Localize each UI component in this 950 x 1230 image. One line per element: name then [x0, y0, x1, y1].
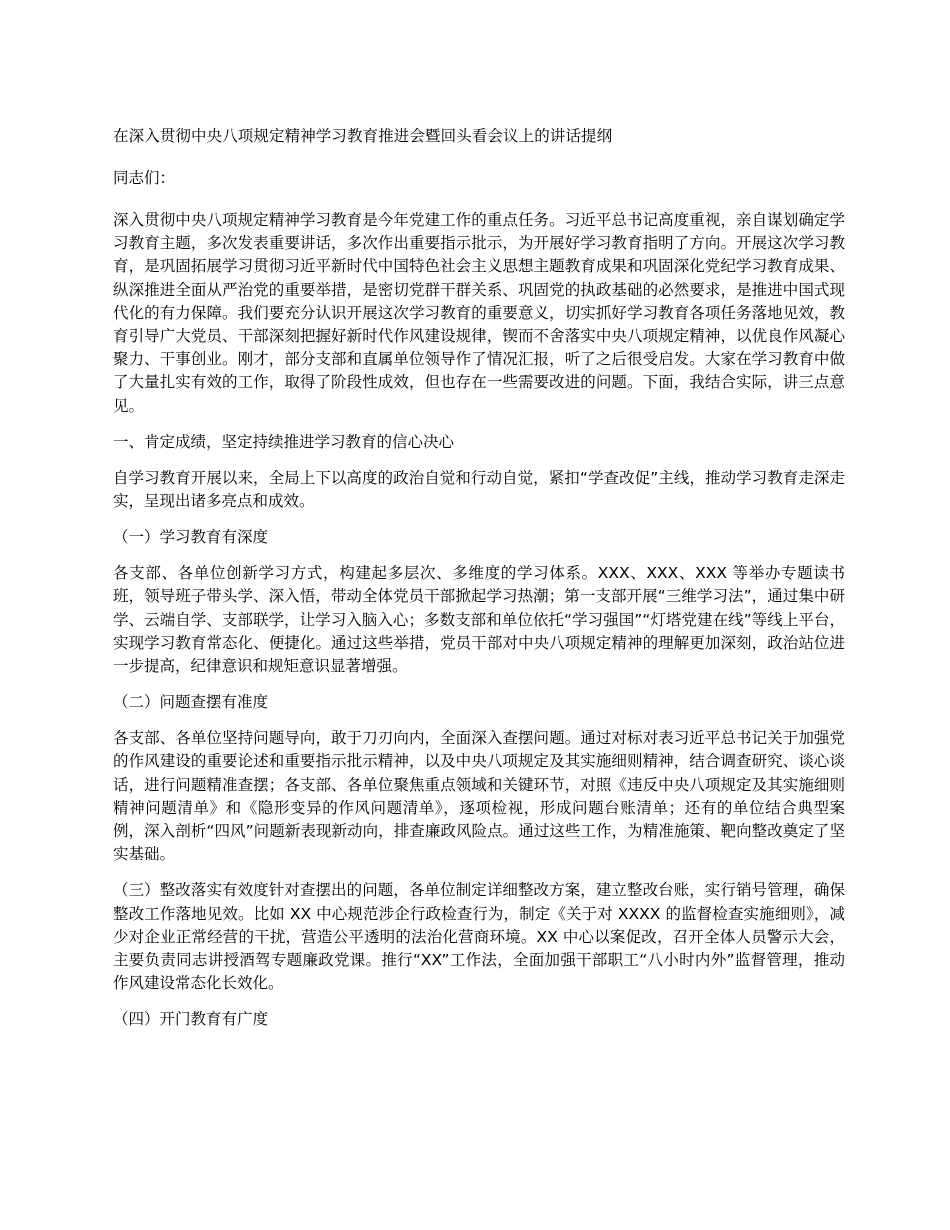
section-one-lead-paragraph: 自学习教育开展以来，全局上下以高度的政治自觉和行动自觉，紧扣“学查改促”主线，推动学习教育走深走实，呈现出诸多亮点和成效。	[113, 468, 845, 511]
intro-paragraph: 深入贯彻中央八项规定精神学习教育是今年党建工作的重点任务。习近平总书记高度重视，亲自谋划确定学习教育主题，多次发表重要讲话，多次作出重要指示批示，为开展好学习教育指明了方向。开展这次学习教育，是巩固拓展学习贯彻习近平新时代中国特色社会主义思想主题教育成果和巩固深化党纪学习教育成果、纵深推进全面从严治党的重要举措，是密切党群干群关系、巩固党的执政基础的必然要求，是推进中国式现代化的有力保障。我们要充分认识开展这次学习教育的重要意义，切实抓好学习教育各项任务落地见效，教育引导广大党员、干部深刻把握好新时代作风建设规律，锲而不舍落实中央八项规定精神，以优良作风凝心聚力、干事创业。刚才，部分支部和直属单位领导作了情况汇报，听了之后很受启发。大家在学习教育中做了大量扎实有效的工作，取得了阶段性成效，但也存在一些需要改进的问题。下面，我结合实际，讲三点意见。	[113, 211, 845, 415]
subsection-heading-two: （二）问题查摆有准度	[113, 693, 269, 712]
subsection-heading-one: （一）学习教育有深度	[113, 528, 269, 547]
section-heading-one: 一、肯定成绩，坚定持续推进学习教育的信心决心	[113, 432, 455, 451]
document-body	[113, 125, 845, 1031]
subsection-two-paragraph: 各支部、各单位坚持问题导向，敢于刀刃向内，全面深入查摆问题。通过对标对表习近平总书记关于加强党的作风建设的重要论述和重要指示批示精神，以及中央八项规定及其实施细则精神，结合调查研究、谈心谈话，进行问题精准查摆；各支部、各单位聚焦重点领域和关键环节，对照《违反中央八项规定及其实施细则精神问题清单》和《隐形变异的作风问题清单》，逐项检视，形成问题台账清单；还有的单位结合典型案例，深入剖析“四风”问题新表现新动向，排查廉政风险点。通过这些工作，为精准施策、靶向整改奠定了坚实基础。	[113, 729, 845, 864]
subsection-three-paragraph: （三）整改落实有效度针对查摆出的问题，各单位制定详细整改方案，建立整改台账，实行销号管理，确保整改工作落地见效。比如 XX 中心规范涉企行政检查行为，制定《关于对 XXXX 的监督检查实施细则》，减少对企业正常经营的干扰，营造公平透明的法治化营商环境。XX 中心以案促改，召开全体人员警示大会，主要负责同志讲授酒驾专题廉政党课。推行“XX”工作法，全面加强干部职工“八小时内外”监督管理，推动作风建设常态化长效化。	[113, 881, 845, 993]
salutation: 同志们：	[113, 169, 176, 187]
document-title: 在深入贯彻中央八项规定精神学习教育推进会暨回头看会议上的讲话提纲	[113, 127, 613, 145]
subsection-one-paragraph: 各支部、各单位创新学习方式，构建起多层次、多维度的学习体系。XXX、XXX、XXX 等举办专题读书班，领导班子带头学、深入悟，带动全体党员干部掀起学习热潮；第一支部开展“三维学习法”，通过集中研学、云端自学、支部联学，让学习入脑入心；多数支部和单位依托“学习强国”“灯塔党建在线”等线上平台，实现学习教育常态化、便捷化。通过这些举措，党员干部对中央八项规定精神的理解更加深刻，政治站位进一步提高，纪律意识和规矩意识显著增强。	[113, 564, 845, 676]
subsection-heading-four: （四）开门教育有广度	[113, 1010, 269, 1029]
